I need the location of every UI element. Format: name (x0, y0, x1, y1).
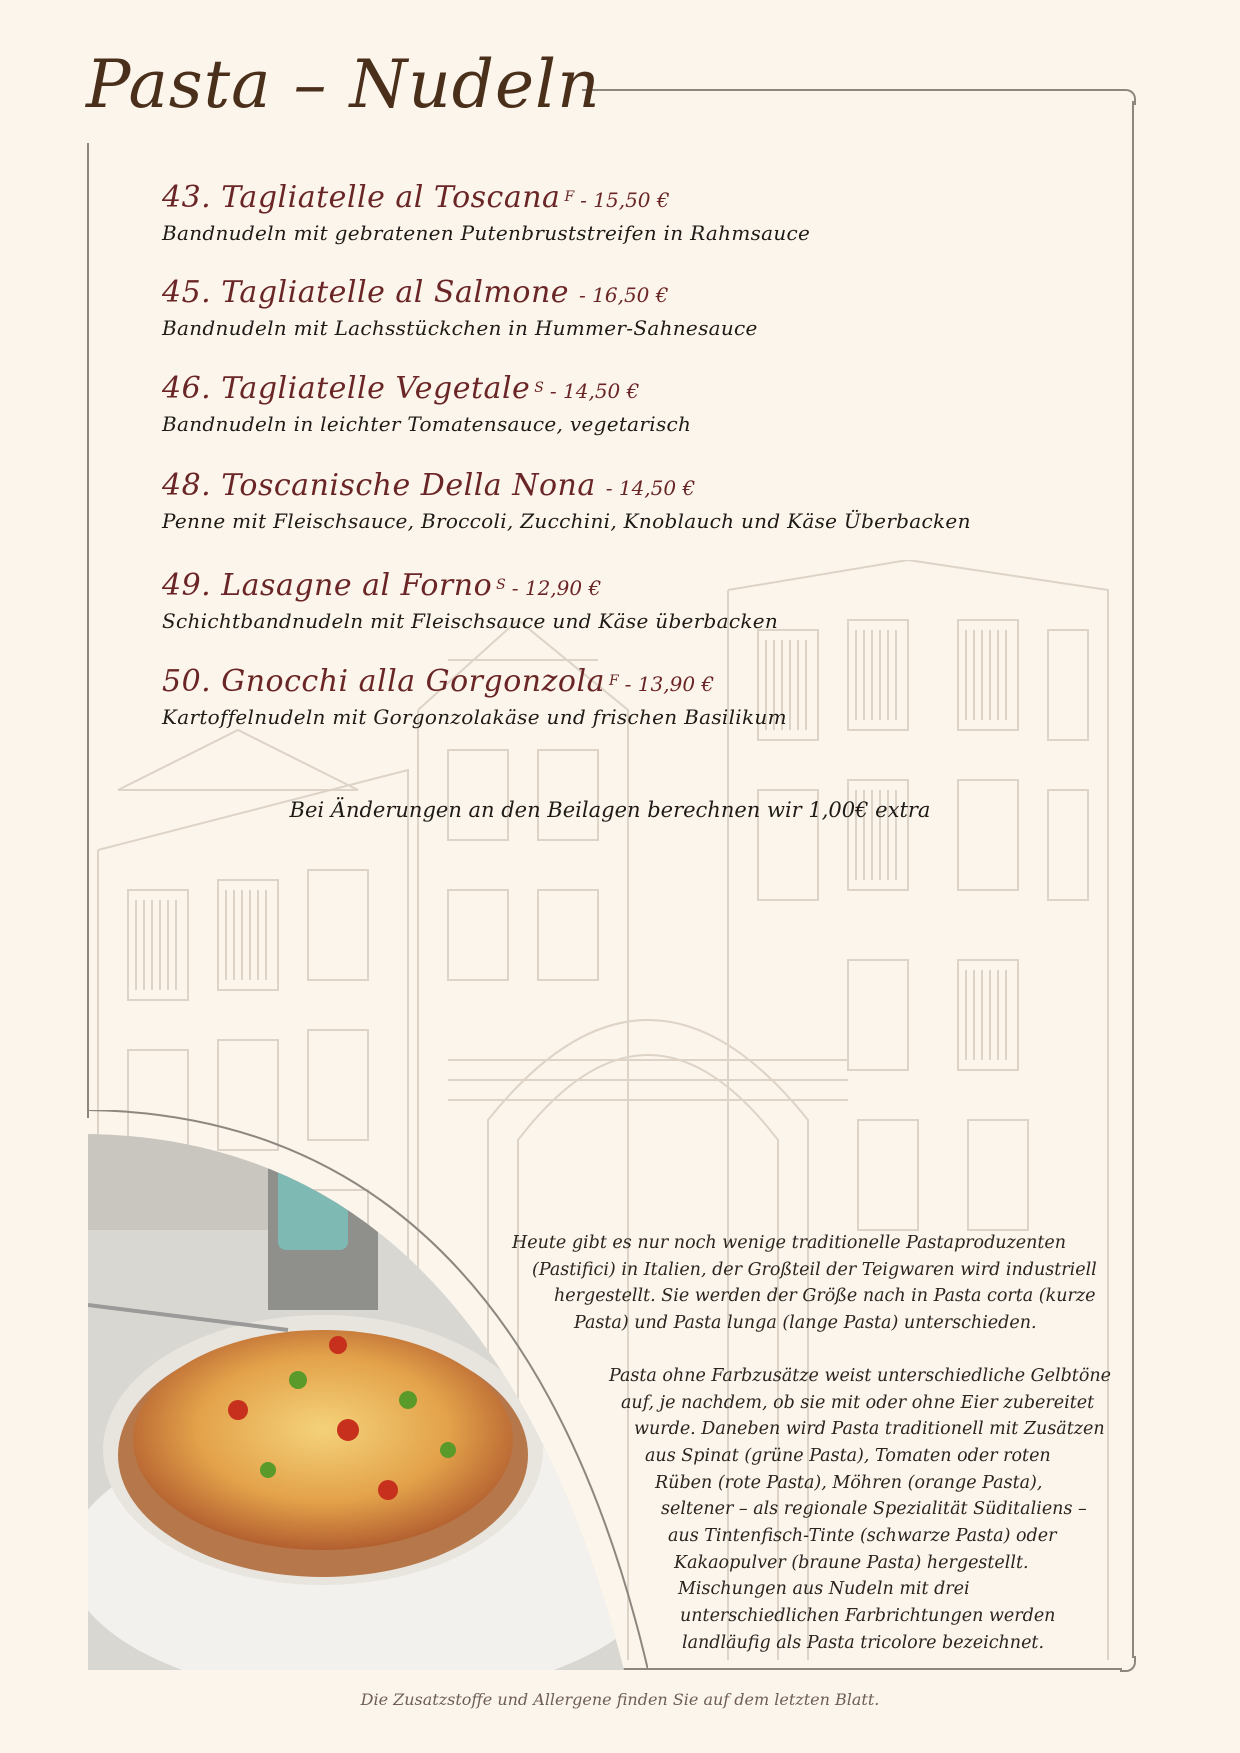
dish-name: 48. Toscanische Della Nona (162, 468, 596, 503)
dish-name: 45. Tagliatelle al Salmone (162, 275, 570, 310)
info-line: auf, je nachdem, ob sie mit oder ohne Eier zubereitet (621, 1393, 1095, 1413)
info-line: Rüben (rote Pasta), Möhren (orange Pasta), (655, 1473, 1043, 1493)
dish-name: 50. Gnocchi alla Gorgonzola (162, 664, 605, 699)
allergen-mark: F (608, 672, 619, 689)
dish-price: - 13,90 € (624, 672, 715, 696)
dish-description: Bandnudeln in leichter Tomatensauce, vegetarisch (162, 412, 692, 436)
dish-description: Bandnudeln mit gebratenen Putenbruststreifen in Rahmsauce (162, 221, 811, 245)
info-line: Pasta) und Pasta lunga (lange Pasta) unterschieden. (574, 1313, 1037, 1333)
dish-name: 49. Lasagne al Forno (162, 568, 493, 603)
info-line: aus Tintenfisch-Tinte (schwarze Pasta) oder (668, 1526, 1057, 1546)
extra-charge-text: Bei Änderungen an den Beilagen berechnen wir 1,00€ extra (289, 798, 931, 822)
info-line: (Pastifici) in Italien, der Großteil der Teigwaren wird industriell (532, 1260, 1097, 1280)
dish-description: Bandnudeln mit Lachsstückchen in Hummer-Sahnesauce (162, 316, 758, 340)
allergen-mark: S (496, 576, 506, 593)
info-line: Heute gibt es nur noch wenige traditionelle Pastaproduzenten (512, 1233, 1067, 1253)
allergen-mark: F (564, 188, 575, 205)
info-line: wurde. Daneben wird Pasta traditionell mit Zusätzen (634, 1419, 1105, 1439)
dish-description: Penne mit Fleischsauce, Broccoli, Zucchini, Knoblauch und Käse Überbacken (162, 509, 971, 533)
info-line: landläufig als Pasta tricolore bezeichnet. (682, 1633, 1045, 1653)
info-line: Kakaopulver (braune Pasta) hergestellt. (674, 1553, 1029, 1573)
dish-price: - 16,50 € (579, 283, 669, 307)
dish-name: 46. Tagliatelle Vegetale (162, 371, 531, 406)
info-line: seltener – als regionale Spezialität Süditaliens – (661, 1499, 1087, 1519)
page-title: Pasta – Nudeln (86, 46, 601, 123)
dish-price: - 14,50 € (549, 379, 640, 403)
dish-price: - 12,90 € (511, 576, 602, 600)
info-line: aus Spinat (grüne Pasta), Tomaten oder roten (645, 1446, 1051, 1466)
info-line: Mischungen aus Nudeln mit drei (678, 1579, 970, 1599)
dish-description: Schichtbandnudeln mit Fleischsauce und Käse überbacken (162, 609, 779, 633)
allergen-footer-note: Die Zusatzstoffe und Allergene finden Sie auf dem letzten Blatt. (360, 1690, 880, 1709)
dish-price: - 15,50 € (580, 188, 670, 212)
info-line: hergestellt. Sie werden der Größe nach in Pasta corta (kurze (554, 1286, 1096, 1306)
info-line: Pasta ohne Farbzusätze weist unterschiedliche Gelbtöne (609, 1366, 1111, 1386)
info-line: unterschiedlichen Farbrichtungen werden (680, 1606, 1056, 1626)
dish-description: Kartoffelnudeln mit Gorgonzolakäse und frischen Basilikum (162, 705, 787, 729)
allergen-mark: S (534, 379, 544, 396)
dish-price: - 14,50 € (605, 476, 696, 500)
dish-name: 43. Tagliatelle al Toscana (162, 180, 561, 215)
